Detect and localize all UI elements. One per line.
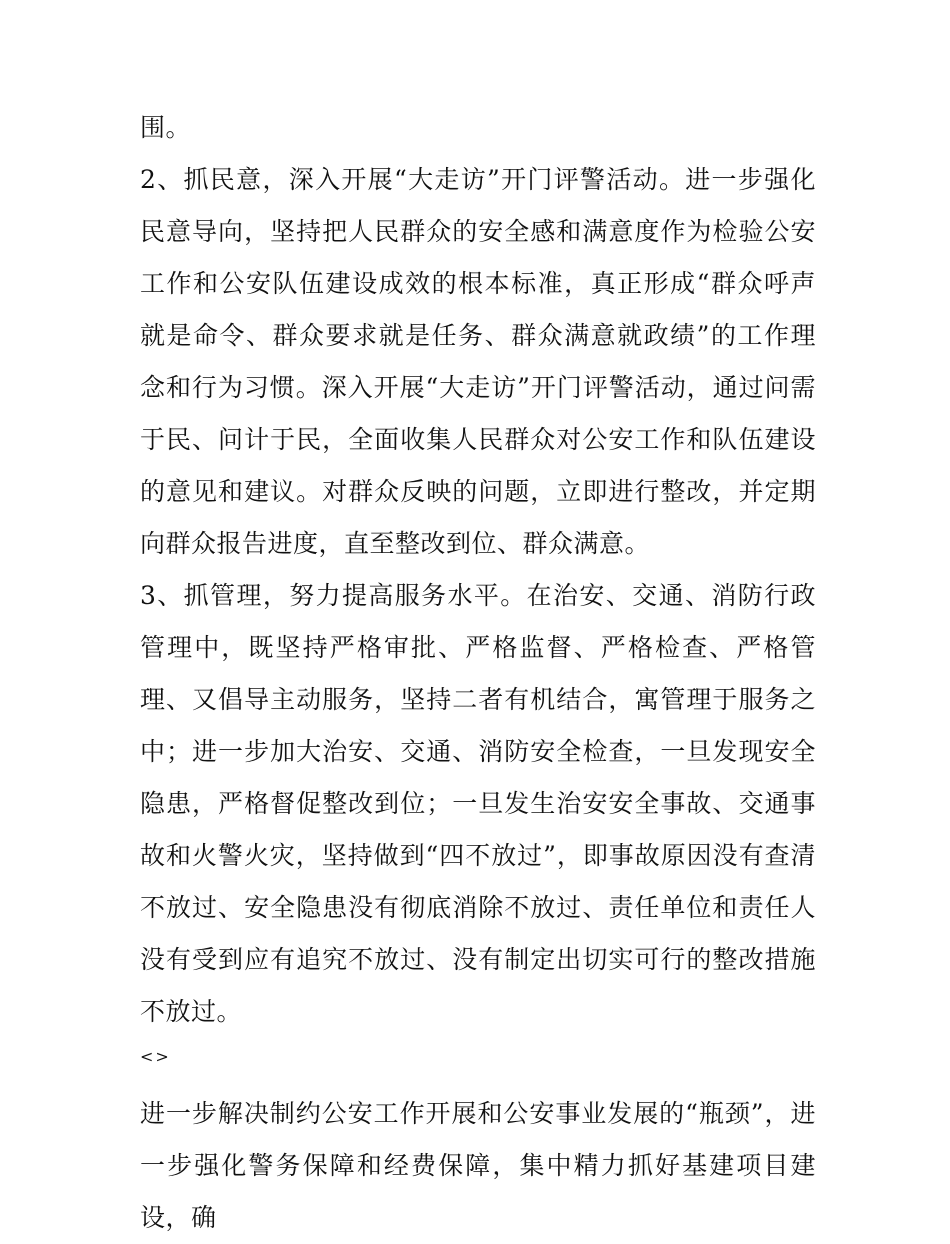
document-body (140, 102, 816, 1244)
paragraph-continuation: 围。 (140, 113, 192, 142)
paragraph-next: 进一步解决制约公安工作开展和公安事业发展的“瓶颈”，进一步强化警务保障和经费保障，集中精力抓好基建项目建设，确 (140, 1099, 816, 1232)
paragraph-item-2: 2、抓民意，深入开展“大走访”开门评警活动。进一步强化民意导向，坚持把人民群众的安全感和满意度作为检验公安工作和公安队伍建设成效的根本标准，真正形成“群众呼声就是命令、群众要求就是任务、群众满意就政绩”的工作理念和行为习惯。深入开展“大走访”开门评警活动，通过问需于民、问计于民，全面收集人民群众对公安工作和队伍建设的意见和建议。对群众反映的问题，立即进行整改，并定期向群众报告进度，直至整改到位、群众满意。 (140, 165, 816, 558)
paragraph-item-3: 3、抓管理，努力提高服务水平。在治安、交通、消防行政管理中，既坚持严格审批、严格监督、严格检查、严格管理、又倡导主动服务，坚持二者有机结合，寓管理于服务之中；进一步加大治安、交通、消防安全检查，一旦发现安全隐患，严格督促整改到位；一旦发生治安安全事故、交通事故和火警火灾，坚持做到“四不放过”，即事故原因没有查清不放过、安全隐患没有彻底消除不放过、责任单位和责任人没有受到应有追究不放过、没有制定出切实可行的整改措施不放过。 (140, 581, 816, 1026)
placeholder-marker: <> (140, 1047, 171, 1066)
